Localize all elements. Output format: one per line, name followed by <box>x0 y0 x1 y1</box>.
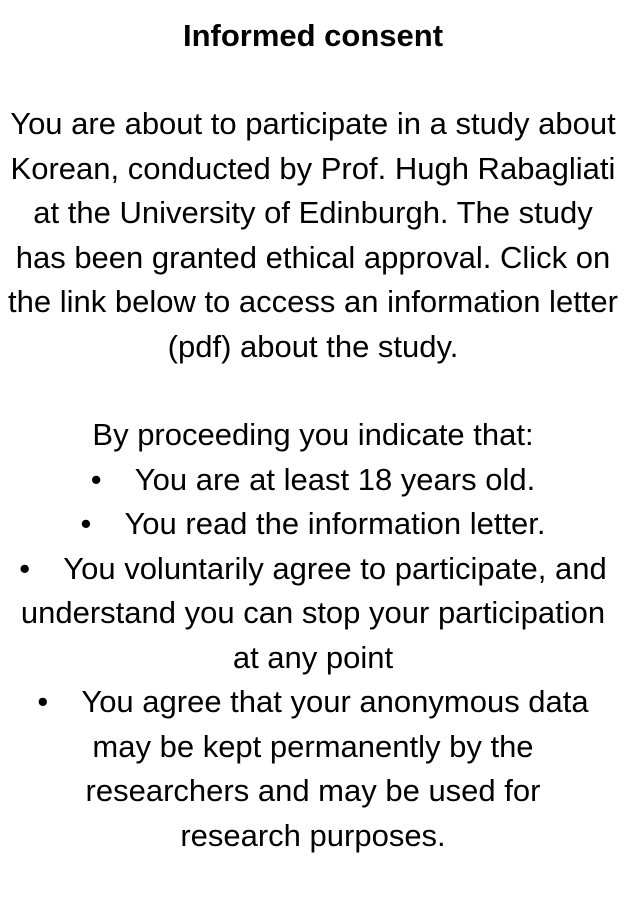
list-item <box>4 680 622 858</box>
bullet-icon: • <box>90 461 102 497</box>
list-item-text: You are at least 18 years old. <box>134 461 536 497</box>
list-item <box>4 502 622 547</box>
bullet-icon: • <box>19 550 31 586</box>
bullet-icon: • <box>37 684 49 719</box>
list-item-text: You agree that your anonymous data may be kept permanently by the researchers and may be used for research purposes. <box>81 684 589 853</box>
list-item-text: You voluntarily agree to participate, and understand you can stop your participation at any point <box>20 550 607 675</box>
bullet-icon: • <box>80 506 92 541</box>
intro-paragraph: You are about to participate in a study about Korean, conducted by Prof. Hugh Rabagliati at the University of Edinburgh. The study has been granted ethical approval. Click on the link below to access an information letter (pdf) about the study. <box>8 106 618 364</box>
page-title: Informed consent <box>182 18 444 53</box>
conditions-lead: By proceeding you indicate that: <box>92 417 534 452</box>
conditions-list <box>4 458 622 859</box>
list-item <box>4 547 622 681</box>
list-item-text: You read the information letter. <box>124 506 546 541</box>
list-item <box>4 458 622 503</box>
